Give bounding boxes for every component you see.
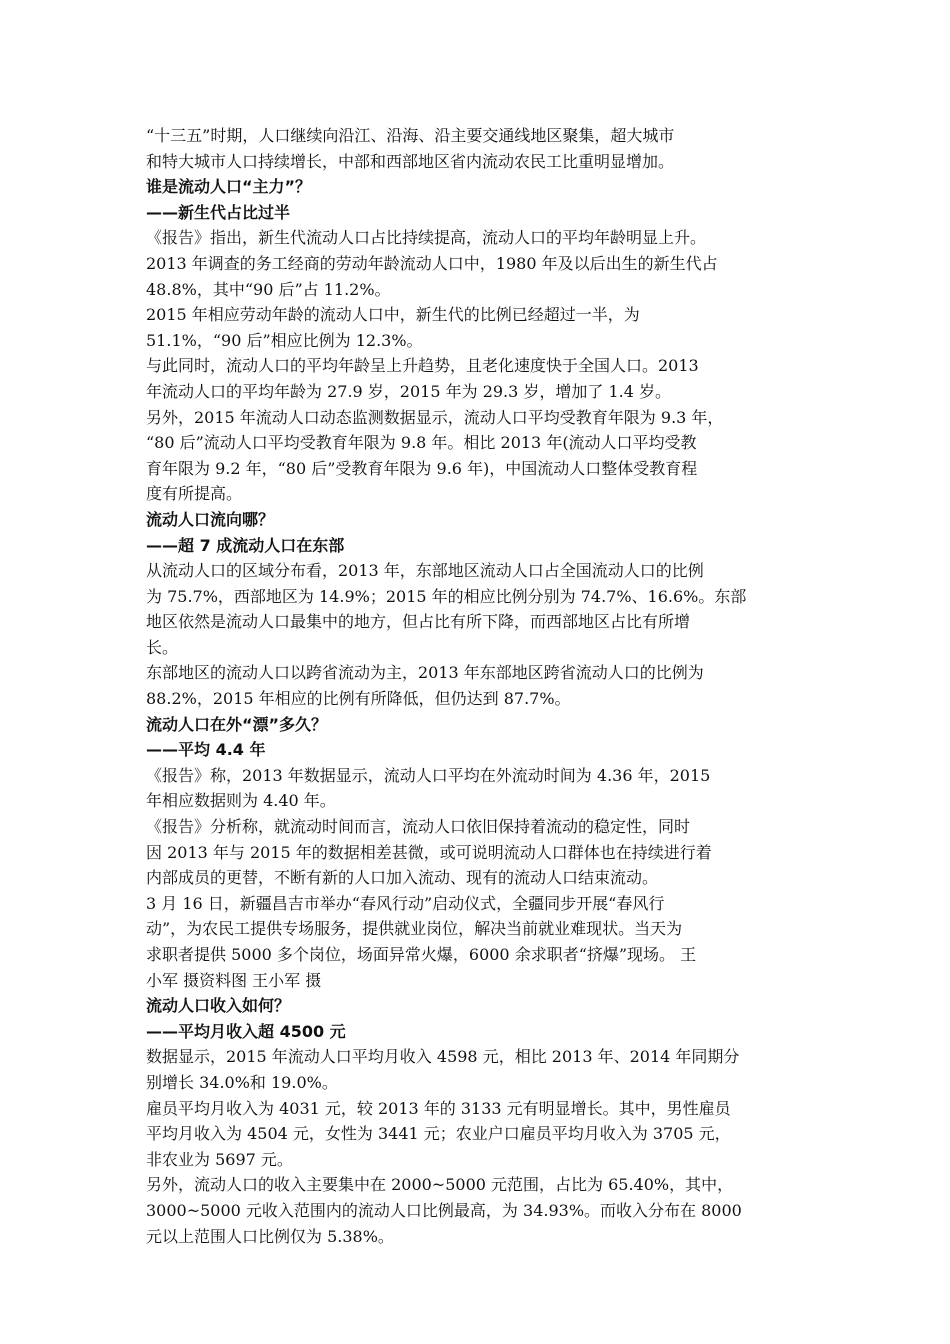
document-page xyxy=(146,123,810,1249)
body-line: 88.2%，2015 年相应的比例有所降低，但仍达到 87.7%。 xyxy=(146,689,571,709)
body-line: 元以上范围人口比例仅为 5.38%。 xyxy=(146,1226,394,1246)
body-line: 求职者提供 5000 多个岗位，场面异常火爆，6000 余求职者“挤爆”现场。 王 xyxy=(146,945,697,964)
body-line: 与此同时，流动人口的平均年龄呈上升趋势，且老化速度快于全国人口。2013 xyxy=(146,356,699,376)
body-line: 另外，流动人口的收入主要集中在 2000~5000 元范围，占比为 65.40%，其中， xyxy=(146,1175,734,1195)
body-line: 《报告》分析称，就流动时间而言，流动人口依旧保持着流动的稳定性，同时 xyxy=(146,817,691,837)
body-line: 内部成员的更替，不断有新的人口加入流动、现有的流动人口结束流动。 xyxy=(146,868,659,888)
section-heading: ——新生代占比过半 xyxy=(146,202,291,222)
body-line: 3000~5000 元收入范围内的流动人口比例最高，为 34.93%。而收入分布在 8000 xyxy=(146,1200,742,1220)
body-line: 年相应数据则为 4.40 年。 xyxy=(146,791,336,811)
section-heading: ——超 7 成流动人口在东部 xyxy=(146,535,345,555)
body-line: 和特大城市人口持续增长，中部和西部地区省内流动农民工比重明显增加。 xyxy=(146,151,675,171)
body-line: 东部地区的流动人口以跨省流动为主，2013 年东部地区跨省流动人口的比例为 xyxy=(146,663,704,683)
body-line: “80 后”流动人口平均受教育年限为 9.8 年。相比 2013 年(流动人口平均受教 xyxy=(146,433,697,453)
body-line: “十三五”时期，人口继续向沿江、沿海、沿主要交通线地区聚集，超大城市 xyxy=(146,126,675,145)
body-line: 动”，为农民工提供专场服务，提供就业岗位，解决当前就业难现状。当天为 xyxy=(146,919,683,939)
body-line: 2015 年相应劳动年龄的流动人口中，新生代的比例已经超过一半，为 xyxy=(146,305,640,325)
section-heading: ——平均 4.4 年 xyxy=(146,740,266,760)
body-line: 地区依然是流动人口最集中的地方，但占比有所下降，而西部地区占比有所增 xyxy=(146,612,691,632)
body-line: 3 月 16 日，新疆昌吉市举办“春风行动”启动仪式，全疆同步开展“春风行 xyxy=(146,893,665,913)
body-line: 非农业为 5697 元。 xyxy=(146,1149,293,1169)
section-heading: 流动人口流向哪？ xyxy=(146,509,275,529)
body-line: 别增长 34.0%和 19.0%。 xyxy=(146,1072,338,1092)
body-line: 《报告》指出，新生代流动人口占比持续提高，流动人口的平均年龄明显上升。 xyxy=(146,228,707,248)
body-line: 雇员平均月收入为 4031 元，较 2013 年的 3133 元有明显增长。其中，男性雇员 xyxy=(146,1098,731,1118)
body-line: 育年限为 9.2 年，“80 后”受教育年限为 9.6 年)，中国流动人口整体受教育程 xyxy=(146,458,698,478)
body-line: 2013 年调查的务工经商的劳动年龄流动人口中，1980 年及以后出生的新生代占 xyxy=(146,253,718,273)
section-heading: 流动人口收入如何？ xyxy=(146,996,291,1016)
body-line: 51.1%，“90 后”相应比例为 12.3%。 xyxy=(146,330,423,350)
section-heading: 谁是流动人口“主力”？ xyxy=(146,177,312,197)
body-line: 《报告》称，2013 年数据显示，流动人口平均在外流动时间为 4.36 年，2015 xyxy=(146,765,711,785)
body-line: 数据显示，2015 年流动人口平均月收入 4598 元，相比 2013 年、2014 年同期分 xyxy=(146,1047,740,1067)
body-line: 小军 摄资料图 王小军 摄 xyxy=(146,970,322,990)
body-line: 另外，2015 年流动人口动态监测数据显示，流动人口平均受教育年限为 9.3 年， xyxy=(146,407,724,427)
body-line: 平均月收入为 4504 元，女性为 3441 元；农业户口雇员平均月收入为 3705 元， xyxy=(146,1124,731,1144)
body-line: 48.8%，其中“90 后”占 11.2%。 xyxy=(146,279,391,299)
body-line: 年流动人口的平均年龄为 27.9 岁，2015 年为 29.3 岁，增加了 1.4 岁。 xyxy=(146,381,672,401)
section-heading: 流动人口在外“漂”多久？ xyxy=(146,714,328,734)
body-line: 度有所提高。 xyxy=(146,484,243,504)
body-line: 为 75.7%，西部地区为 14.9%；2015 年的相应比例分别为 74.7%、16.6%。东部 xyxy=(146,586,747,606)
body-line: 长。 xyxy=(146,637,179,657)
body-line: 因 2013 年与 2015 年的数据相差甚微，或可说明流动人口群体也在持续进行着 xyxy=(146,842,712,862)
section-heading: ——平均月收入超 4500 元 xyxy=(146,1021,346,1041)
body-line: 从流动人口的区域分布看，2013 年，东部地区流动人口占全国流动人口的比例 xyxy=(146,561,704,581)
